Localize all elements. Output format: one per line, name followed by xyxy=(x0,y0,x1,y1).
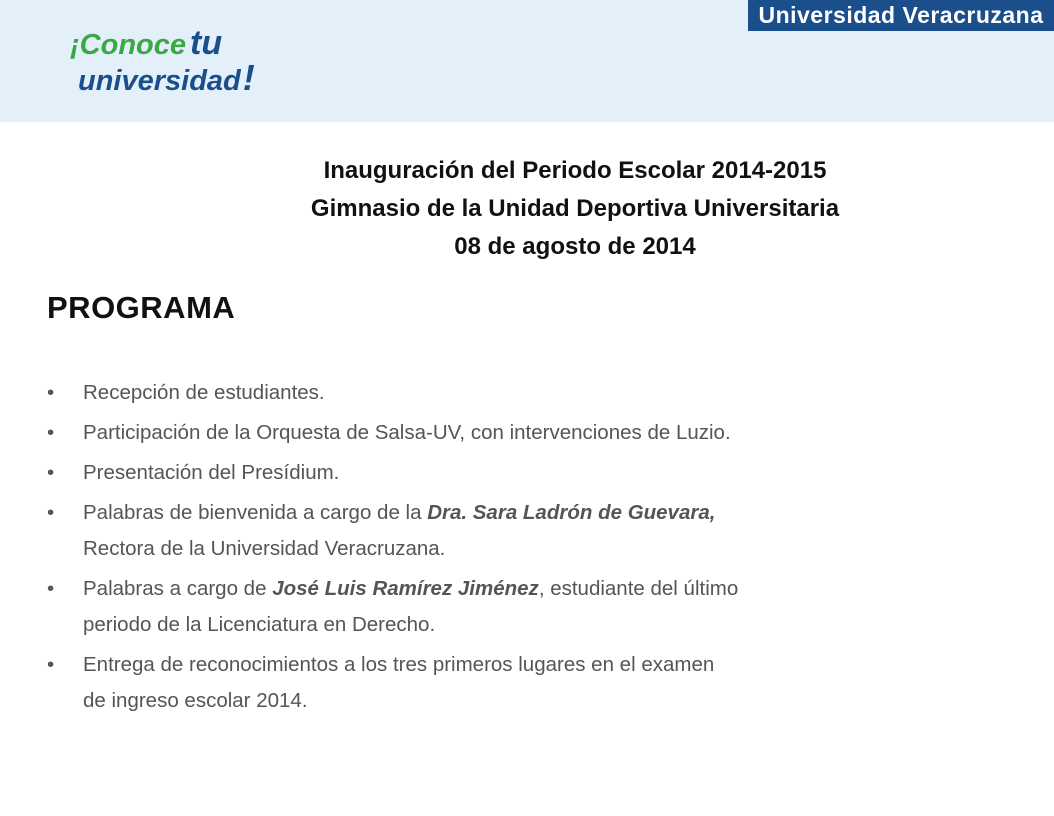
item-text: , estudiante del último xyxy=(538,577,739,600)
institution-banner: Universidad Veracruzana xyxy=(748,0,1054,31)
item-line-2: Rectora de la Universidad Veracruzana. xyxy=(83,537,446,560)
item-line-2: periodo de la Licenciatura en Derecho. xyxy=(83,613,436,636)
logo-text-universidad: universidad xyxy=(78,65,241,97)
bullet: • xyxy=(47,421,55,444)
conoce-tu-universidad-logo xyxy=(70,26,290,98)
event-venue: Gimnasio de la Unidad Deportiva Universitaria xyxy=(310,195,840,222)
logo-text-conoce: ¡Conoce xyxy=(70,29,186,61)
speaker-name: José Luis Ramírez Jiménez xyxy=(272,577,539,600)
item-text: Palabras a cargo de xyxy=(83,577,273,600)
item-text: Participación de la Orquesta de Salsa-UV, con intervenciones de Luzio. xyxy=(83,421,731,444)
item-text: Palabras de bienvenida a cargo de la xyxy=(83,501,428,524)
bullet: • xyxy=(47,461,55,484)
bullet: • xyxy=(47,381,55,404)
event-heading xyxy=(0,152,1054,266)
item-line-2: de ingreso escolar 2014. xyxy=(83,689,308,712)
item-line-1: Entrega de reconocimientos a los tres primeros lugares en el examen xyxy=(83,653,715,676)
logo-line-1 xyxy=(70,26,222,62)
bullet: • xyxy=(47,653,55,676)
event-date: 08 de agosto de 2014 xyxy=(454,233,696,260)
bullet: • xyxy=(47,577,55,600)
list-item xyxy=(47,647,947,719)
speaker-name: Dra. Sara Ladrón de Guevara, xyxy=(427,501,716,524)
program-heading: PROGRAMA xyxy=(47,290,236,325)
event-title: Inauguración del Periodo Escolar 2014-2015 xyxy=(323,157,827,184)
list-item xyxy=(47,415,947,451)
program-list xyxy=(47,375,947,723)
list-item xyxy=(47,375,947,411)
item-text: Presentación del Presídium. xyxy=(83,461,340,484)
item-text: Recepción de estudiantes. xyxy=(83,381,325,404)
item-line-1 xyxy=(83,495,947,531)
logo-line-2 xyxy=(78,57,255,99)
logo-text-exclamation: ! xyxy=(242,57,255,98)
item-line-1 xyxy=(83,571,947,607)
list-item xyxy=(47,571,947,643)
list-item xyxy=(47,455,947,491)
list-item xyxy=(47,495,947,567)
bullet: • xyxy=(47,501,55,524)
logo-text-tu: tu xyxy=(190,24,223,62)
